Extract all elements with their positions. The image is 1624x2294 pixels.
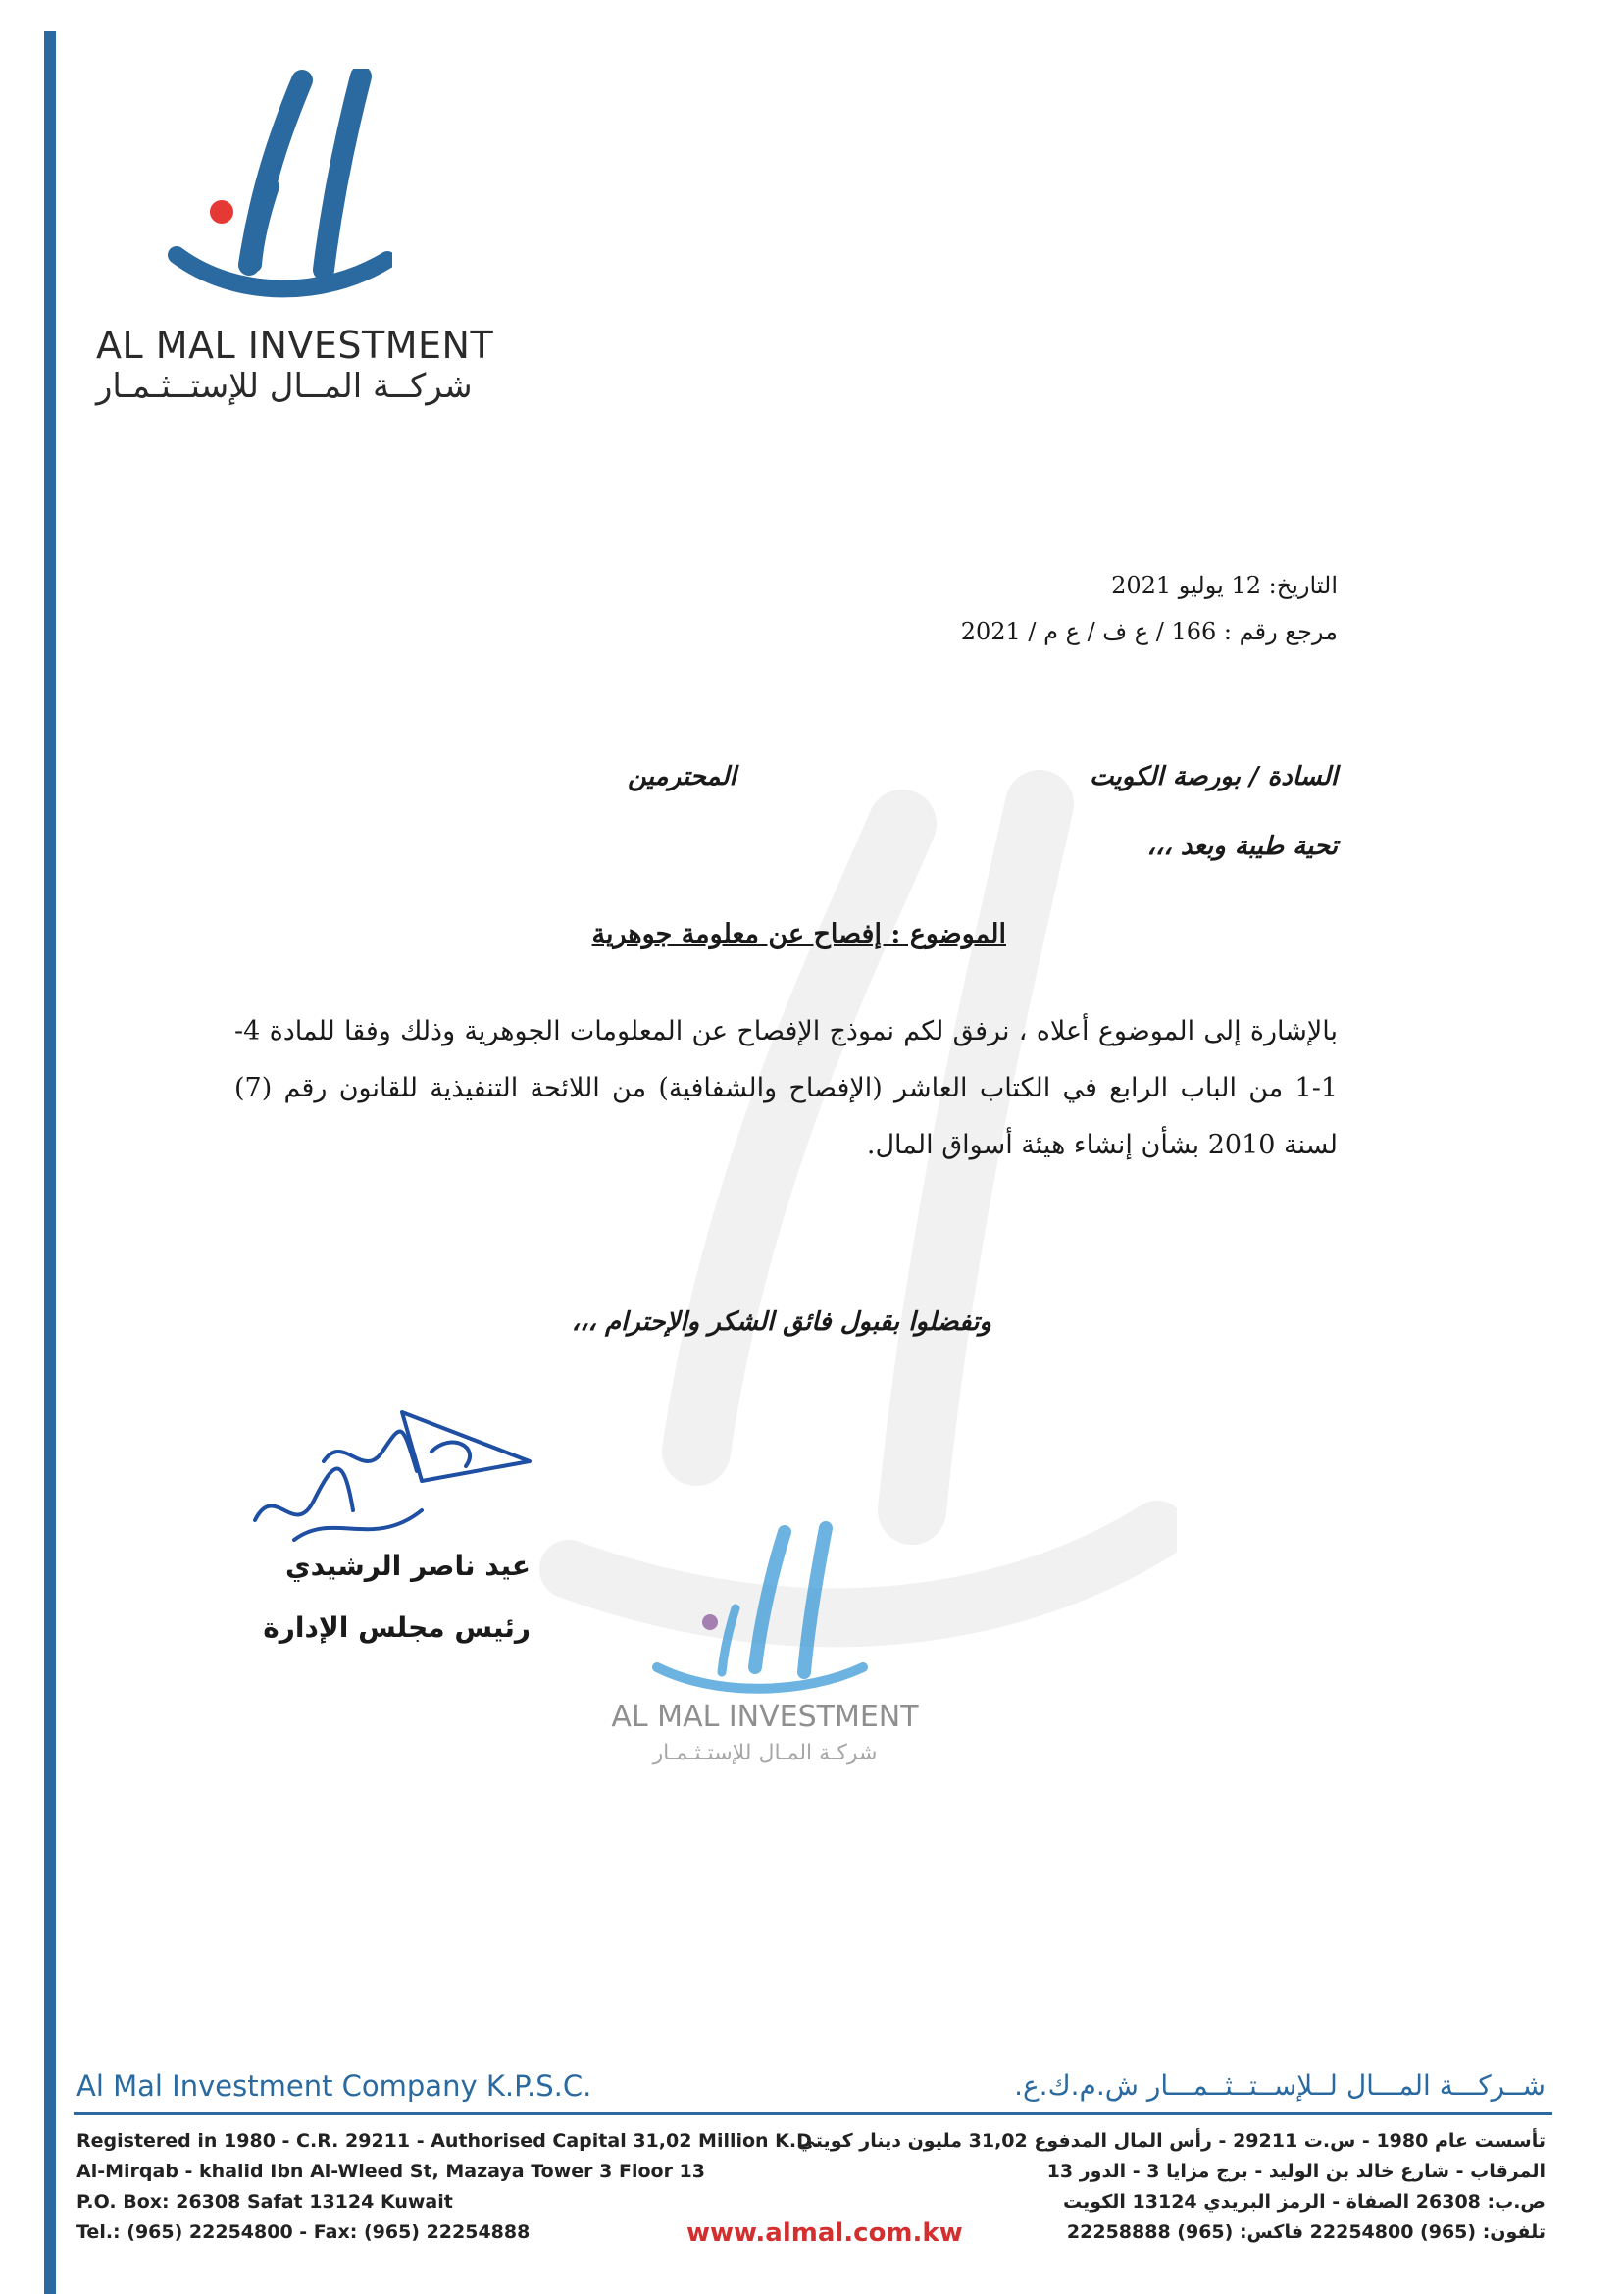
honorific: المحترمين bbox=[628, 762, 736, 791]
company-stamp bbox=[608, 1520, 922, 1775]
footer-company-english: Al Mal Investment Company K.P.S.C. bbox=[76, 2069, 592, 2103]
footer-line-registration-ar: تأسست عام 1980 - س.ت 29211 - رأس المال المدفوع 31,02 مليون دينار كويتي bbox=[796, 2130, 1546, 2152]
letter-reference: مرجع رقم : 166 / ع ف / ع م / 2021 bbox=[960, 618, 1338, 645]
footer-company-arabic: شــركـــة المـــال لــلإســتــثــمـــار ش.م.ك.ع. bbox=[1014, 2069, 1546, 2102]
closing-line: وتفضلوا بقبول فائق الشكر والإحترام ،،، bbox=[571, 1307, 991, 1337]
footer-line-registration: Registered in 1980 - C.R. 29211 - Authorised Capital 31,02 Million K.D. bbox=[76, 2130, 820, 2152]
logo-name-english: AL MAL INVESTMENT bbox=[96, 324, 494, 367]
footer-line-contact-ar: تلفون: (965) 22254800 فاكس: (965) 22258888 bbox=[1066, 2221, 1546, 2243]
footer-line-address: Al-Mirqab - khalid Ibn Al-Wleed St, Mazaya Tower 3 Floor 13 bbox=[76, 2161, 705, 2182]
footer-line-po-box-ar: ص.ب: 26308 الصفاة - الرمز البريدي 13124 الكويت bbox=[1063, 2191, 1546, 2213]
addressee: السادة / بورصة الكويت bbox=[1089, 762, 1338, 791]
footer-line-po-box: P.O. Box: 26308 Safat 13124 Kuwait bbox=[76, 2191, 453, 2213]
watermark-logo bbox=[490, 765, 1177, 1648]
footer-line-address-ar: المرقاب - شارع خالد بن الوليد - برج مزايا 3 - الدور 13 bbox=[1046, 2161, 1546, 2182]
stamp-name-english: AL MAL INVESTMENT bbox=[611, 1700, 919, 1734]
letter-date: التاريخ: 12 يوليو 2021 bbox=[1111, 572, 1338, 599]
signer-name: عيد ناصر الرشيدي bbox=[284, 1550, 531, 1582]
company-logo bbox=[167, 69, 392, 324]
website-link[interactable]: www.almal.com.kw bbox=[686, 2218, 963, 2248]
letter-body: بالإشارة إلى الموضوع أعلاه ، نرفق لكم نموذج الإفصاح عن المعلومات الجوهرية وذلك وفقا للمادة 4-1-1 من الباب الرابع في الكتاب العاشر (الإفصاح والشفافية) من اللائحة التنفيذية للقانون رقم (7) لسنة 2010 بشأن إنشاء هيئة أسواق المال. bbox=[234, 1016, 1338, 1160]
stamp-name-arabic: شركـة المـال للإستـثـمـار bbox=[652, 1741, 878, 1765]
greeting: تحية طيبة وبعد ،،، bbox=[1146, 832, 1338, 861]
handwritten-signature bbox=[235, 1393, 539, 1559]
logo-name-arabic: شركــة المــال للإستــثـمـار bbox=[96, 367, 473, 406]
footer-line-contact: Tel.: (965) 22254800 - Fax: (965) 22254888 bbox=[76, 2221, 531, 2243]
left-margin-bar bbox=[44, 31, 56, 2294]
subject-line: الموضوع : إفصاح عن معلومة جوهرية bbox=[591, 919, 1006, 949]
footer-divider bbox=[74, 2112, 1552, 2115]
signer-title: رئيس مجلس الإدارة bbox=[263, 1611, 531, 1644]
